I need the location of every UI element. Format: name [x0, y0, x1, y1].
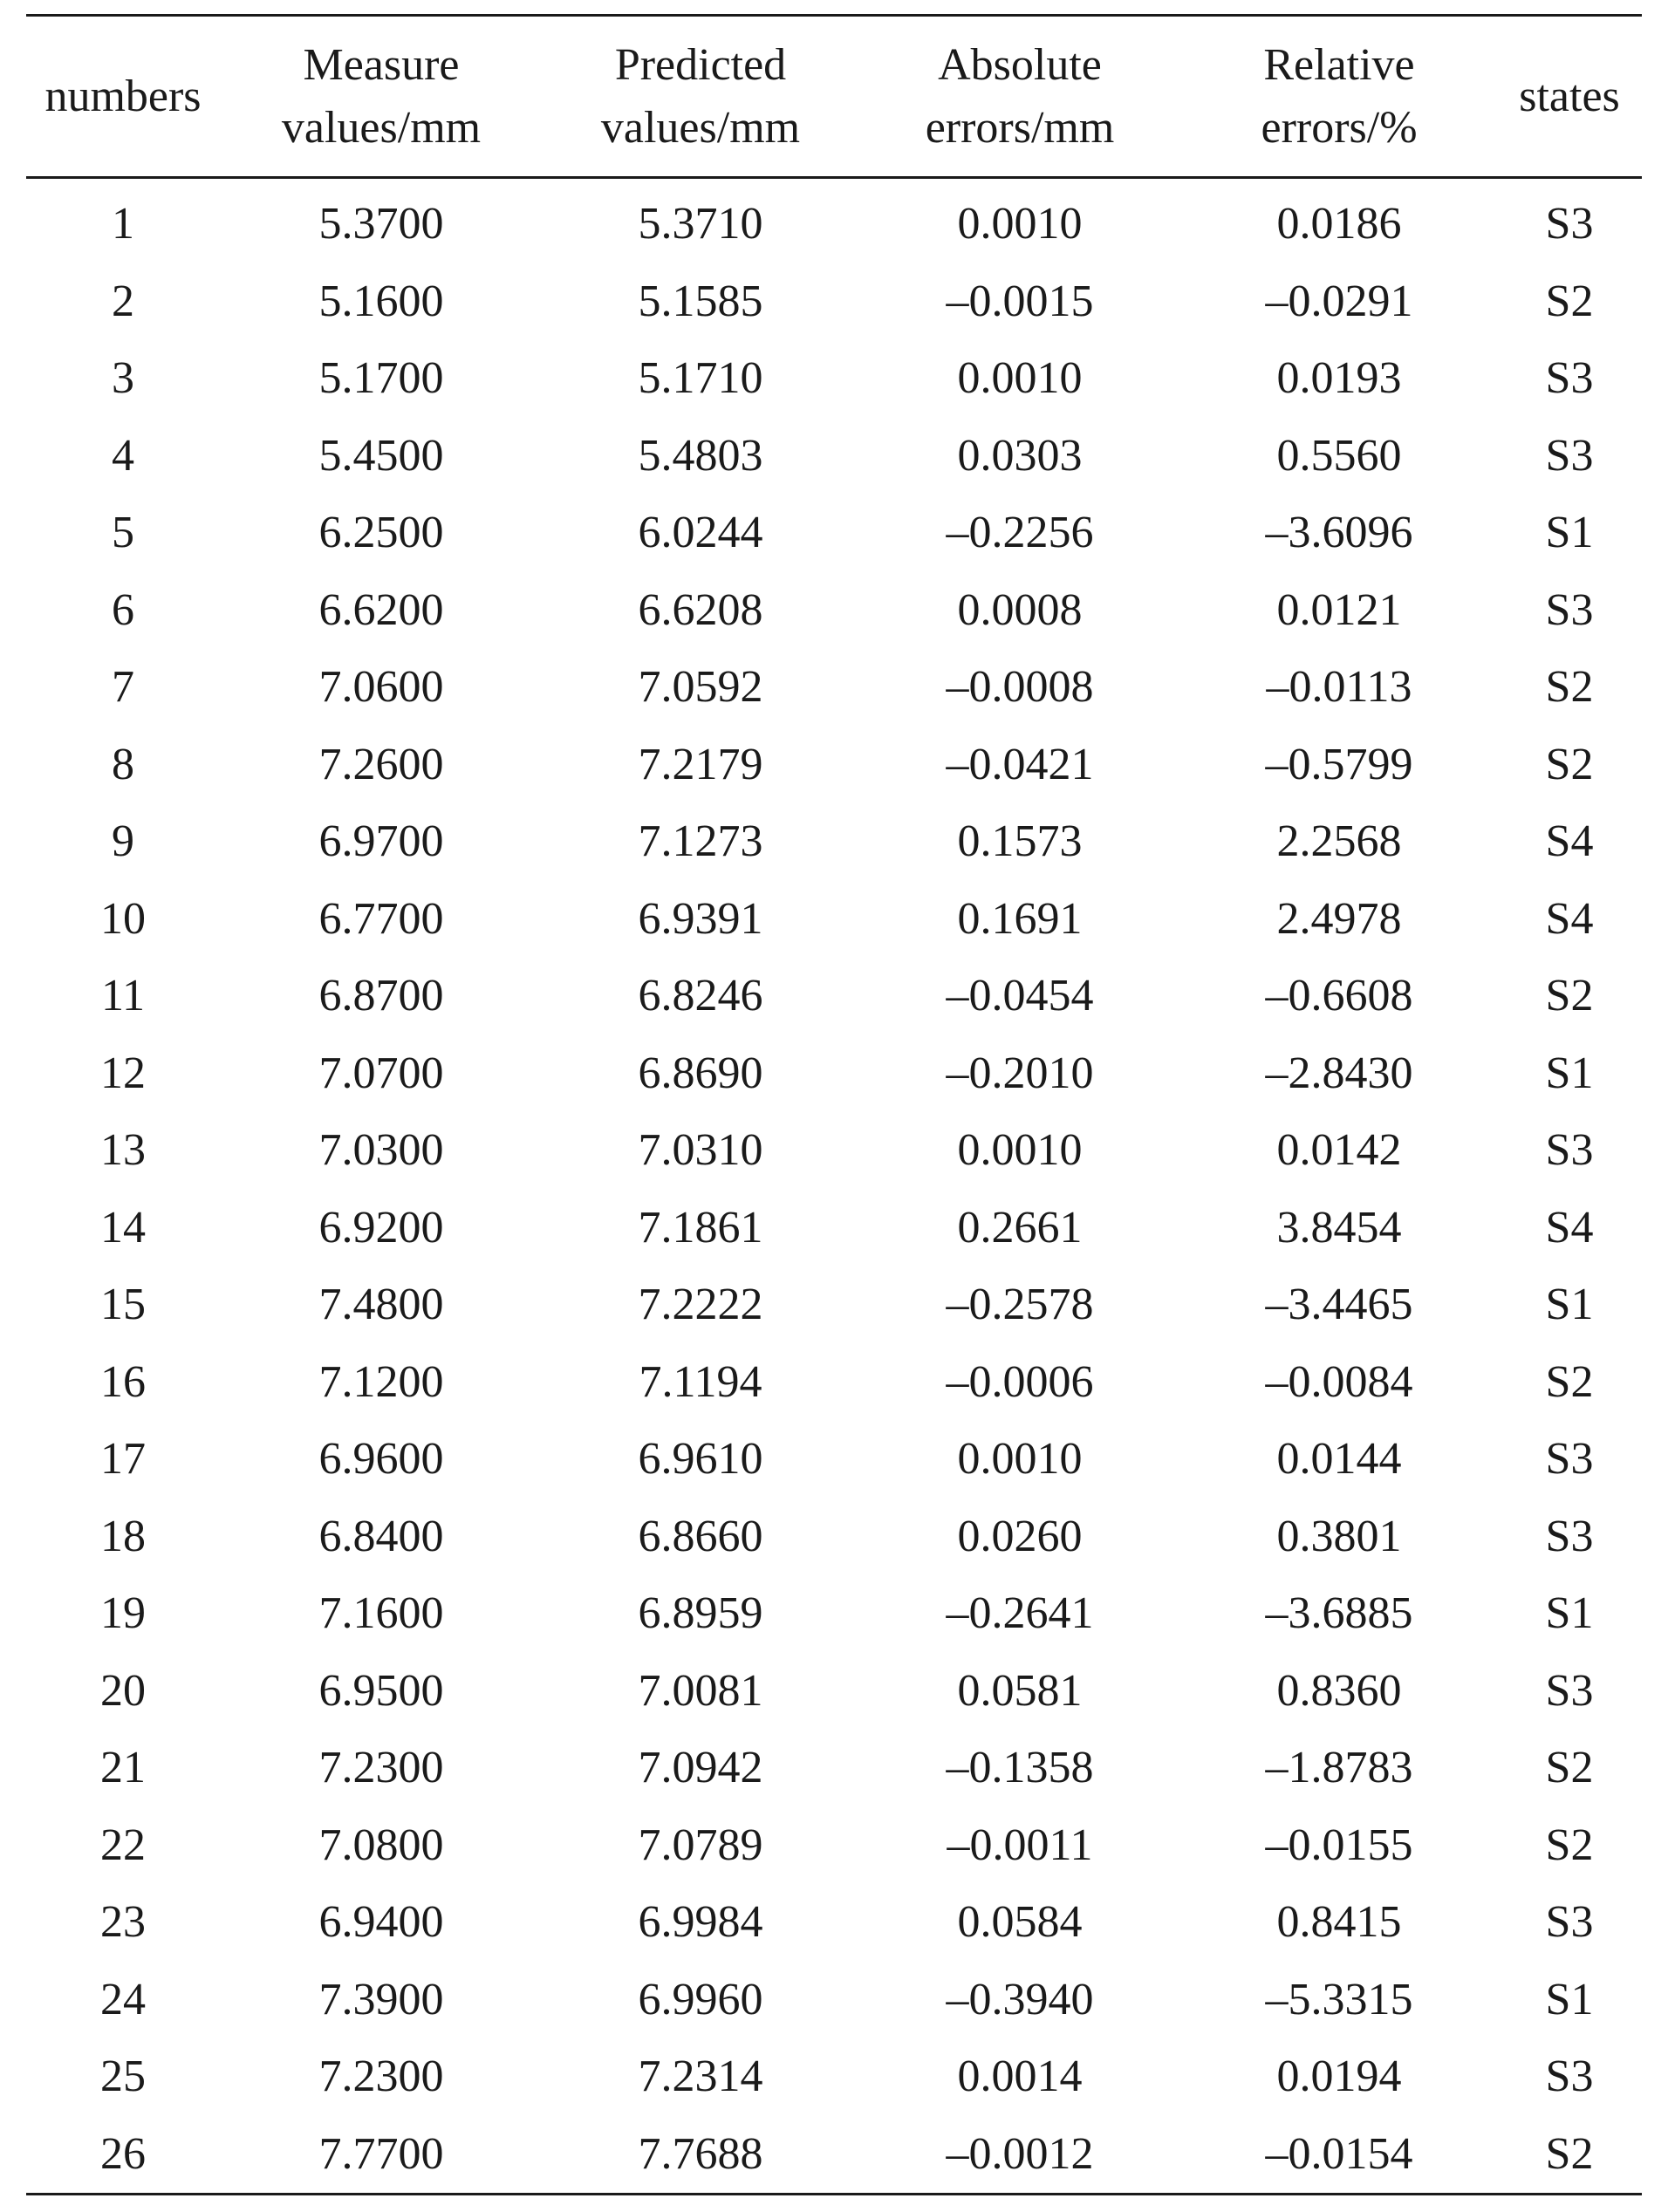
cell-absolute-error: 0.0008	[957, 584, 1083, 635]
table-row	[26, 1499, 1642, 1576]
cell-state: S1	[1545, 1974, 1594, 2024]
cell-absolute-error: –0.3940	[946, 1974, 1094, 2024]
cell-number: 11	[100, 971, 146, 1021]
table-row	[26, 178, 1642, 263]
cell-predicted-value: 7.7688	[638, 2128, 763, 2179]
cell-number: 18	[100, 1511, 146, 1561]
cell-predicted-value: 7.2222	[638, 1280, 763, 1329]
header-text-line: Measure	[303, 39, 460, 90]
cell-measure-value: 7.0700	[318, 1048, 444, 1098]
table-row	[26, 1730, 1642, 1807]
header-relative-errors	[1181, 16, 1497, 178]
header-text-line: values/mm	[281, 102, 482, 153]
table-row	[26, 1266, 1642, 1344]
cell-measure-value: 6.6200	[318, 584, 444, 635]
cell-measure-value: 7.1600	[318, 1588, 444, 1638]
cell-relative-error: 0.8360	[1276, 1665, 1402, 1716]
cell-state: S1	[1545, 1588, 1594, 1638]
cell-measure-value: 6.9200	[318, 1202, 444, 1253]
cell-measure-value: 6.9500	[318, 1665, 444, 1716]
cell-relative-error: –1.8783	[1265, 1743, 1413, 1792]
cell-relative-error: –5.3315	[1265, 1974, 1413, 2024]
cell-state: S3	[1545, 1897, 1594, 1947]
cell-state: S1	[1545, 1280, 1594, 1329]
cell-state: S2	[1545, 971, 1594, 1021]
table-row	[26, 1112, 1642, 1190]
cell-number: 12	[100, 1048, 146, 1098]
cell-number: 16	[100, 1356, 146, 1407]
table-row	[26, 263, 1642, 341]
cell-relative-error: 2.2568	[1276, 816, 1402, 866]
cell-measure-value: 7.1200	[318, 1356, 444, 1407]
cell-state: S2	[1545, 2128, 1594, 2179]
header-measure-values	[220, 16, 543, 178]
cell-predicted-value: 7.1273	[638, 816, 763, 866]
cell-relative-error: –0.0113	[1266, 662, 1412, 712]
table-body	[26, 178, 1642, 2195]
cell-relative-error: 0.0121	[1276, 584, 1402, 635]
cell-absolute-error: 0.0010	[957, 199, 1083, 249]
cell-measure-value: 5.1700	[318, 353, 444, 403]
cell-relative-error: –0.0154	[1265, 2128, 1413, 2179]
cell-absolute-error: 0.0014	[957, 2052, 1083, 2101]
header-states	[1497, 16, 1642, 178]
cell-absolute-error: –0.0006	[946, 1356, 1094, 1407]
table-row	[26, 418, 1642, 495]
cell-predicted-value: 6.8246	[638, 971, 763, 1021]
cell-predicted-value: 6.9960	[638, 1974, 763, 2024]
cell-predicted-value: 5.4803	[638, 430, 763, 481]
cell-relative-error: 0.0193	[1276, 353, 1402, 403]
cell-relative-error: 0.0186	[1276, 199, 1402, 249]
cell-number: 24	[100, 1974, 146, 2024]
cell-number: 9	[112, 816, 134, 866]
cell-absolute-error: 0.0010	[957, 353, 1083, 403]
header-text-line: numbers	[44, 71, 202, 121]
cell-measure-value: 7.0600	[318, 662, 444, 712]
cell-state: S3	[1545, 1125, 1594, 1175]
cell-number: 14	[100, 1202, 146, 1253]
cell-predicted-value: 7.0789	[638, 1819, 763, 1870]
cell-number: 13	[100, 1125, 146, 1175]
cell-relative-error: –0.0291	[1265, 276, 1413, 326]
cell-relative-error: 0.3801	[1276, 1511, 1402, 1561]
measurement-table	[26, 14, 1642, 2195]
cell-measure-value: 7.2300	[318, 2052, 444, 2101]
cell-measure-value: 7.2600	[318, 739, 444, 789]
header-text-line: errors/mm	[925, 102, 1115, 153]
cell-state: S2	[1545, 1743, 1594, 1792]
table-row	[26, 803, 1642, 881]
cell-predicted-value: 6.0244	[638, 508, 763, 557]
cell-number: 25	[100, 2052, 146, 2101]
cell-absolute-error: –0.0008	[946, 662, 1094, 712]
cell-relative-error: 2.4978	[1276, 893, 1402, 944]
table-row	[26, 2038, 1642, 2116]
cell-number: 26	[100, 2128, 146, 2179]
data-table-container	[26, 14, 1642, 2195]
cell-state: S2	[1545, 1356, 1594, 1407]
cell-number: 22	[100, 1819, 146, 1870]
cell-predicted-value: 5.1710	[638, 353, 763, 403]
cell-relative-error: 0.0144	[1276, 1434, 1402, 1484]
table-row	[26, 1807, 1642, 1885]
cell-absolute-error: –0.0421	[946, 739, 1094, 789]
cell-state: S1	[1545, 508, 1594, 557]
cell-state: S1	[1545, 1048, 1594, 1098]
table-row	[26, 1653, 1642, 1731]
cell-state: S3	[1545, 1665, 1594, 1716]
table-row	[26, 1421, 1642, 1499]
cell-absolute-error: –0.1358	[946, 1743, 1094, 1792]
cell-measure-value: 7.2300	[318, 1743, 444, 1792]
cell-state: S4	[1545, 893, 1594, 944]
header-text-line: Absolute	[938, 39, 1102, 90]
cell-relative-error: 0.5560	[1276, 430, 1402, 481]
cell-measure-value: 7.0800	[318, 1819, 444, 1870]
cell-measure-value: 5.3700	[318, 199, 444, 249]
table-row	[26, 2116, 1642, 2195]
cell-measure-value: 6.7700	[318, 893, 444, 944]
header-text-line: Relative	[1263, 39, 1415, 90]
cell-absolute-error: –0.2010	[946, 1048, 1094, 1098]
cell-number: 6	[112, 584, 134, 635]
cell-state: S3	[1545, 353, 1594, 403]
table-row	[26, 1962, 1642, 2039]
table-row	[26, 727, 1642, 804]
cell-relative-error: –2.8430	[1265, 1048, 1413, 1098]
cell-relative-error: –0.0155	[1265, 1819, 1413, 1870]
cell-predicted-value: 5.3710	[638, 199, 763, 249]
table-row	[26, 572, 1642, 650]
cell-number: 5	[112, 508, 134, 557]
cell-measure-value: 7.4800	[318, 1280, 444, 1329]
cell-absolute-error: –0.0012	[946, 2128, 1094, 2179]
cell-state: S3	[1545, 199, 1594, 249]
cell-number: 4	[112, 430, 134, 481]
cell-absolute-error: 0.0584	[957, 1897, 1083, 1947]
cell-absolute-error: –0.2256	[946, 508, 1094, 557]
cell-predicted-value: 6.9610	[638, 1434, 763, 1484]
table-row	[26, 495, 1642, 572]
cell-predicted-value: 7.2314	[638, 2052, 763, 2101]
cell-absolute-error: 0.0303	[957, 430, 1083, 481]
cell-measure-value: 5.1600	[318, 276, 444, 326]
cell-state: S3	[1545, 1511, 1594, 1561]
cell-measure-value: 6.8700	[318, 971, 444, 1021]
cell-state: S2	[1545, 739, 1594, 789]
cell-state: S3	[1545, 430, 1594, 481]
table-row	[26, 1035, 1642, 1113]
table-row	[26, 1884, 1642, 1962]
cell-state: S2	[1545, 662, 1594, 712]
cell-absolute-error: 0.0010	[957, 1125, 1083, 1175]
table-row	[26, 340, 1642, 418]
header-predicted-values	[543, 16, 858, 178]
cell-relative-error: –0.5799	[1265, 739, 1413, 789]
cell-predicted-value: 7.1194	[639, 1356, 762, 1407]
cell-number: 23	[100, 1897, 146, 1947]
cell-number: 8	[112, 739, 134, 789]
header-absolute-errors	[858, 16, 1181, 178]
cell-relative-error: 0.0194	[1276, 2052, 1402, 2101]
cell-number: 7	[112, 662, 134, 712]
cell-absolute-error: –0.2578	[946, 1280, 1094, 1329]
table-row	[26, 881, 1642, 959]
cell-predicted-value: 6.9391	[638, 893, 763, 944]
cell-measure-value: 6.9400	[318, 1897, 444, 1947]
cell-measure-value: 6.9600	[318, 1434, 444, 1484]
cell-relative-error: –3.6096	[1265, 508, 1413, 557]
cell-state: S3	[1545, 1434, 1594, 1484]
cell-absolute-error: –0.0454	[946, 971, 1094, 1021]
cell-number: 10	[100, 893, 146, 944]
cell-predicted-value: 7.0310	[638, 1125, 763, 1175]
header-text-line: states	[1519, 71, 1620, 121]
table-row	[26, 1344, 1642, 1422]
cell-relative-error: 3.8454	[1276, 1202, 1402, 1253]
table-row	[26, 958, 1642, 1035]
cell-relative-error: –0.6608	[1265, 971, 1413, 1021]
cell-number: 3	[112, 353, 134, 403]
cell-predicted-value: 5.1585	[638, 276, 763, 326]
cell-relative-error: –3.4465	[1265, 1280, 1413, 1329]
table-row	[26, 1190, 1642, 1267]
cell-relative-error: 0.0142	[1276, 1125, 1402, 1175]
cell-number: 15	[100, 1280, 146, 1329]
header-text-line: Predicted	[614, 39, 787, 90]
cell-state: S2	[1545, 1819, 1594, 1870]
cell-predicted-value: 7.0081	[638, 1665, 763, 1716]
cell-number: 17	[100, 1434, 146, 1484]
cell-absolute-error: 0.1691	[957, 893, 1083, 944]
cell-relative-error: –0.0084	[1265, 1356, 1413, 1407]
cell-measure-value: 7.0300	[318, 1125, 444, 1175]
cell-predicted-value: 7.0592	[638, 662, 763, 712]
cell-absolute-error: 0.0581	[957, 1665, 1083, 1716]
cell-absolute-error: –0.0011	[947, 1819, 1093, 1870]
cell-absolute-error: 0.0010	[957, 1434, 1083, 1484]
cell-number: 20	[100, 1665, 146, 1716]
cell-absolute-error: 0.1573	[957, 816, 1083, 866]
cell-measure-value: 7.7700	[318, 2128, 444, 2179]
cell-number: 2	[112, 276, 134, 326]
cell-predicted-value: 6.9984	[638, 1897, 763, 1947]
cell-state: S2	[1545, 276, 1594, 326]
cell-measure-value: 6.8400	[318, 1511, 444, 1561]
header-numbers	[26, 16, 220, 178]
cell-measure-value: 5.4500	[318, 430, 444, 481]
cell-number: 21	[100, 1743, 146, 1792]
table-row	[26, 1575, 1642, 1653]
cell-predicted-value: 7.0942	[638, 1743, 763, 1792]
cell-predicted-value: 7.2179	[638, 739, 763, 789]
header-row	[26, 16, 1642, 178]
cell-relative-error: 0.8415	[1276, 1897, 1402, 1947]
cell-predicted-value: 6.8690	[638, 1048, 763, 1098]
cell-absolute-error: –0.0015	[946, 276, 1094, 326]
cell-state: S4	[1545, 1202, 1594, 1253]
header-text-line: errors/%	[1261, 102, 1418, 153]
cell-predicted-value: 6.8959	[638, 1588, 763, 1638]
cell-measure-value: 7.3900	[318, 1974, 444, 2024]
cell-absolute-error: –0.2641	[946, 1588, 1094, 1638]
cell-measure-value: 6.2500	[318, 508, 444, 557]
cell-absolute-error: 0.0260	[957, 1511, 1083, 1561]
cell-state: S3	[1545, 584, 1594, 635]
cell-state: S3	[1545, 2052, 1594, 2101]
cell-relative-error: –3.6885	[1265, 1588, 1413, 1638]
cell-number: 19	[100, 1588, 146, 1638]
cell-predicted-value: 7.1861	[638, 1202, 763, 1253]
cell-predicted-value: 6.6208	[638, 584, 763, 635]
cell-state: S4	[1545, 816, 1594, 866]
table-header	[26, 16, 1642, 178]
cell-absolute-error: 0.2661	[957, 1202, 1083, 1253]
cell-measure-value: 6.9700	[318, 816, 444, 866]
cell-number: 1	[112, 199, 134, 249]
table-row	[26, 649, 1642, 727]
header-text-line: values/mm	[600, 102, 801, 153]
cell-predicted-value: 6.8660	[638, 1511, 763, 1561]
